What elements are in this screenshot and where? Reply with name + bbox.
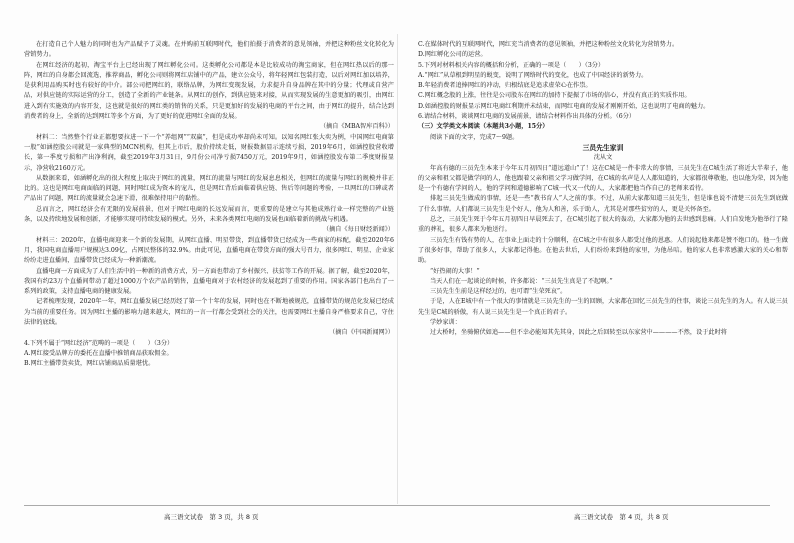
left-column — [24, 40, 394, 370]
option-c: C.在媒体时代的互联网时代，网红充当消费者的意见领袖，并把这种粉丝文化转化为营销势力。 — [418, 41, 679, 48]
paragraph: 记者梳理发现，2020年一年，网红直播发展已经历经了第一个十年的发展，同时也在不断地被规范，直播带货的规范化发展已经成为当前的重要任务。因为网红主播的影响力越来越大，网红的一言一行都会受到社会的关注，也需要网红主播自身严格要求自己，守住法律的底线。 — [24, 298, 394, 327]
paragraph: 在网红经济的起初，淘宝平台上已经出现了网红孵化公司。这类孵化公司都是本是比较成功的淘宝商家，但在网红热以后的那一阵，网红的自身都会回流选，推荐商品，孵化公司则将网红店铺中的产品，建立公众号，将年轻网红包装打造，以后对网红加以培养，是获利用品购买时也有较好的中介。部公司把网红的，联络品牌，为网红变现发展，力求提升自身品牌在其中的分量；代理或自营产品，对供应链的实际运营的分工，创造了全新的产业链条。从网红的创作，到供应链来对接，从而实现发展的生意更加的吸引，由网红进入到有实施效的内容开发，这也就是很好的网红类的销售的关系，只是更加好的发展的电商的平台之间，由于网红的提升，结合达到消费者的身上，全新的达到网红等多个方面，为了更好的促进网红全面的发展。 — [24, 61, 394, 121]
source-citation: （摘自《中国新闻网》） — [329, 329, 394, 337]
option-d: D.网红孵化公司的运营。 — [418, 51, 487, 59]
question-4: 4.下列不属于“网红经济”范畴的一项是（ ）（3分） — [24, 339, 174, 347]
instruction: 阅读下面的文字，完成7～9题。 — [430, 133, 519, 141]
article-title: 三员先生家训 — [582, 143, 624, 152]
paragraph: 于是，人在E城中有一个很大的事情就是三员先生的一生的回顾，大家都在回忆三员先生的往事，谈论三员先生的为人。有人说三员先生是C城的骄傲，有人说三员先生是一个真正的君子。 — [418, 298, 788, 316]
option-c: C.网红概念股的上涨，往往是公司股东在网红的加持下提振了市场的信心，并没有真正的实质作用。 — [418, 92, 691, 100]
question-5: 5.下列对材料相关内容的概括和分析，正确的一项是（ ）（3分） — [418, 61, 605, 69]
option-b: B.网红主播带货卖货，网红店铺商品质量堪忧。 — [24, 360, 155, 368]
option-d: D.如涵控股的财报显示网红电商红利期并未结束，而网红电商的发展才刚刚开始，这也说明了电商的魅力。 — [418, 102, 710, 110]
question-6: 6.请结合材料，谈谈网红电商的发展前景，请结合材料作出具体的分析。（6分） — [418, 113, 636, 121]
column-divider — [397, 34, 398, 504]
paragraph: “好热闹的大事！” — [430, 267, 480, 275]
paragraph: 在打造自己个人魅力的同时也为产品赋予了灵魂。在并购前互联网时代，他们拍摄于消费者的意见领袖，并把这种粉丝文化转化为营销势力。 — [24, 41, 394, 59]
footer-page-4: 高三语文试卷 第 4 页，共 8 页 — [574, 513, 669, 521]
paragraph: 过大桥时，坐骑俯伏如追——但不幸必能知其先其身，因此之后回转至以东家营中————不然，设于此时将 — [430, 329, 727, 337]
footer-rule — [24, 505, 770, 506]
paragraph: 材料二：当然整个行业正都想要拉进一下一个“养组网”“双赢”，但是成功率却尚未可知。以知名网红张大奕为例，中国网红电商第一股”如涵控股公司就是一家典型的MCN机构，但其上市后，股价持续走低，财报数据显示连续亏损，2019年6月，如涵控股营收增长，第一季度亏损和产出净利润，截至2019年3月31日，9月份公司净亏损7450万元，2019年9月，如涵控股发布第二季度财报显示，净营收2160万元。 — [24, 133, 394, 172]
footer-page-3: 高三语文试卷 第 3 页，共 8 页 — [164, 513, 259, 521]
paragraph: 三员先生生前是这样经过的，也可谓“生荣死哀”。 — [430, 288, 567, 296]
source-citation: （摘自《每日财经新闻》） — [322, 226, 394, 234]
paragraph: 当天人们在一起谈论的时候，许多都说：“三员先生真是了不起啊。” — [430, 277, 613, 285]
paragraph: 材料三：2020年，直播电商迎来一个新的发展期，从网红直播、明星带货，到直播带货已经成为一些商家的标配，截至2020年6月，我国电商直播用户规模达3.09亿，占网民整体的32.9%。由此可见，直播电商在带货方面的强大号召力，很多网红、明星、企业家纷纷走进直播间，直播带货已经成为一种新潮流。 — [24, 236, 394, 265]
option-b: B.年轻消费者追捧网红的冲动，归根结底是追求虚荣心在作祟。 — [418, 82, 592, 90]
paragraph: 排起三员先生做成的事情，还是一些“教书育人”人之前的事。不过，从前大家都知道三员先生，但是谁也说不清楚三员先生到底做了什么事情。人们都说三员先生是个好人，他为人和善，乐于助人，尤其是对那些贫穷的人，更是关怀备至。 — [418, 195, 788, 213]
paragraph: 年高有德的三员先生本来于今年五月初四日“道远道山”了！这在C城是一件非常大的事情，三员先生在C城生活了将近大半辈子，他的父亲和祖父都是做学问的人，他也跟着父亲和祖父学习做学问，在C城的名声是人人都知道的，大家都很尊敬他，也以他为荣，因为他是一个有德有学问的人，他的学问和道德影响了C城一代又一代的人，大家都把他当作自己的老师来看待。 — [418, 164, 788, 193]
paragraph: 总而言之，网红经济会有无限的发展前景，但对于网红电商的长远发展而言，更重要的是建立与其他成熟行业一样完整的产业链条，以及持续地发展和创新，才能够实现可持续发展的模式。另外，未来各类网红电商的发展也面临着新的挑战与机遇。 — [24, 205, 394, 224]
paragraph: 总之，三员先生死于今年五月初四日早晨死去了，在C城引起了很大的轰动，大家都为他的去世感到悲痛。人们自发地为他举行了隆重的葬礼，很多人都来为他送行。 — [418, 216, 788, 234]
section-heading: （三）文学类文本阅读（本题共3小题，15分） — [418, 123, 549, 131]
paragraph: 从数据来看，如涵孵化出的很大程度上取决于网红的流量，网红的流量与网红的发展息息相关，但网红的流量与网红的规模并非正比的。这也是网红电商面临的问题，同时网红成为资本的宠儿，但是网红背后面临着供应链、售后等问题的考验，一旦网红的口碑或者产品出了问题，网红的流量就会急速下滑，很难保持用户的黏性。 — [24, 174, 394, 203]
article-author: 沈从文 — [593, 154, 613, 162]
source-citation: （摘自《MBA智库百科》） — [319, 123, 394, 131]
option-a: A.网红接受品牌方的委托在直播中推销商品获取佣金。 — [24, 349, 173, 357]
right-column — [418, 40, 788, 339]
paragraph: 直播电商一方面成为了人们生活中的一种新的消费方式，另一方面也带动了乡村振兴、扶贫等工作的开展。据了解，截至2020年，我国有约23万个直播间带动了超过1000万个农产品的销售，直播电商对于农村经济的发展起到了重要的作用。国家各部门也出台了一系列的政策，支持直播电商的健康发展。 — [24, 267, 394, 296]
option-a: A.“网红”从草根到明星的蜕变，说明了网络时代的变化，也成了中国经济的新势力。 — [418, 71, 648, 79]
paragraph: 三员先生有钱有势的人，在事业上面走的十分顺利，在C城之中有很多人都受过他的恩惠。人们说起他来都是赞不绝口的。他一生做了很多好事，帮助了很多人，大家都记得他。在他去世后，人们纷纷来到他的家里，为他吊唁。他的家人也非常感激大家的关心和帮助。 — [418, 236, 788, 265]
paragraph: 学妙家训： — [430, 319, 461, 327]
